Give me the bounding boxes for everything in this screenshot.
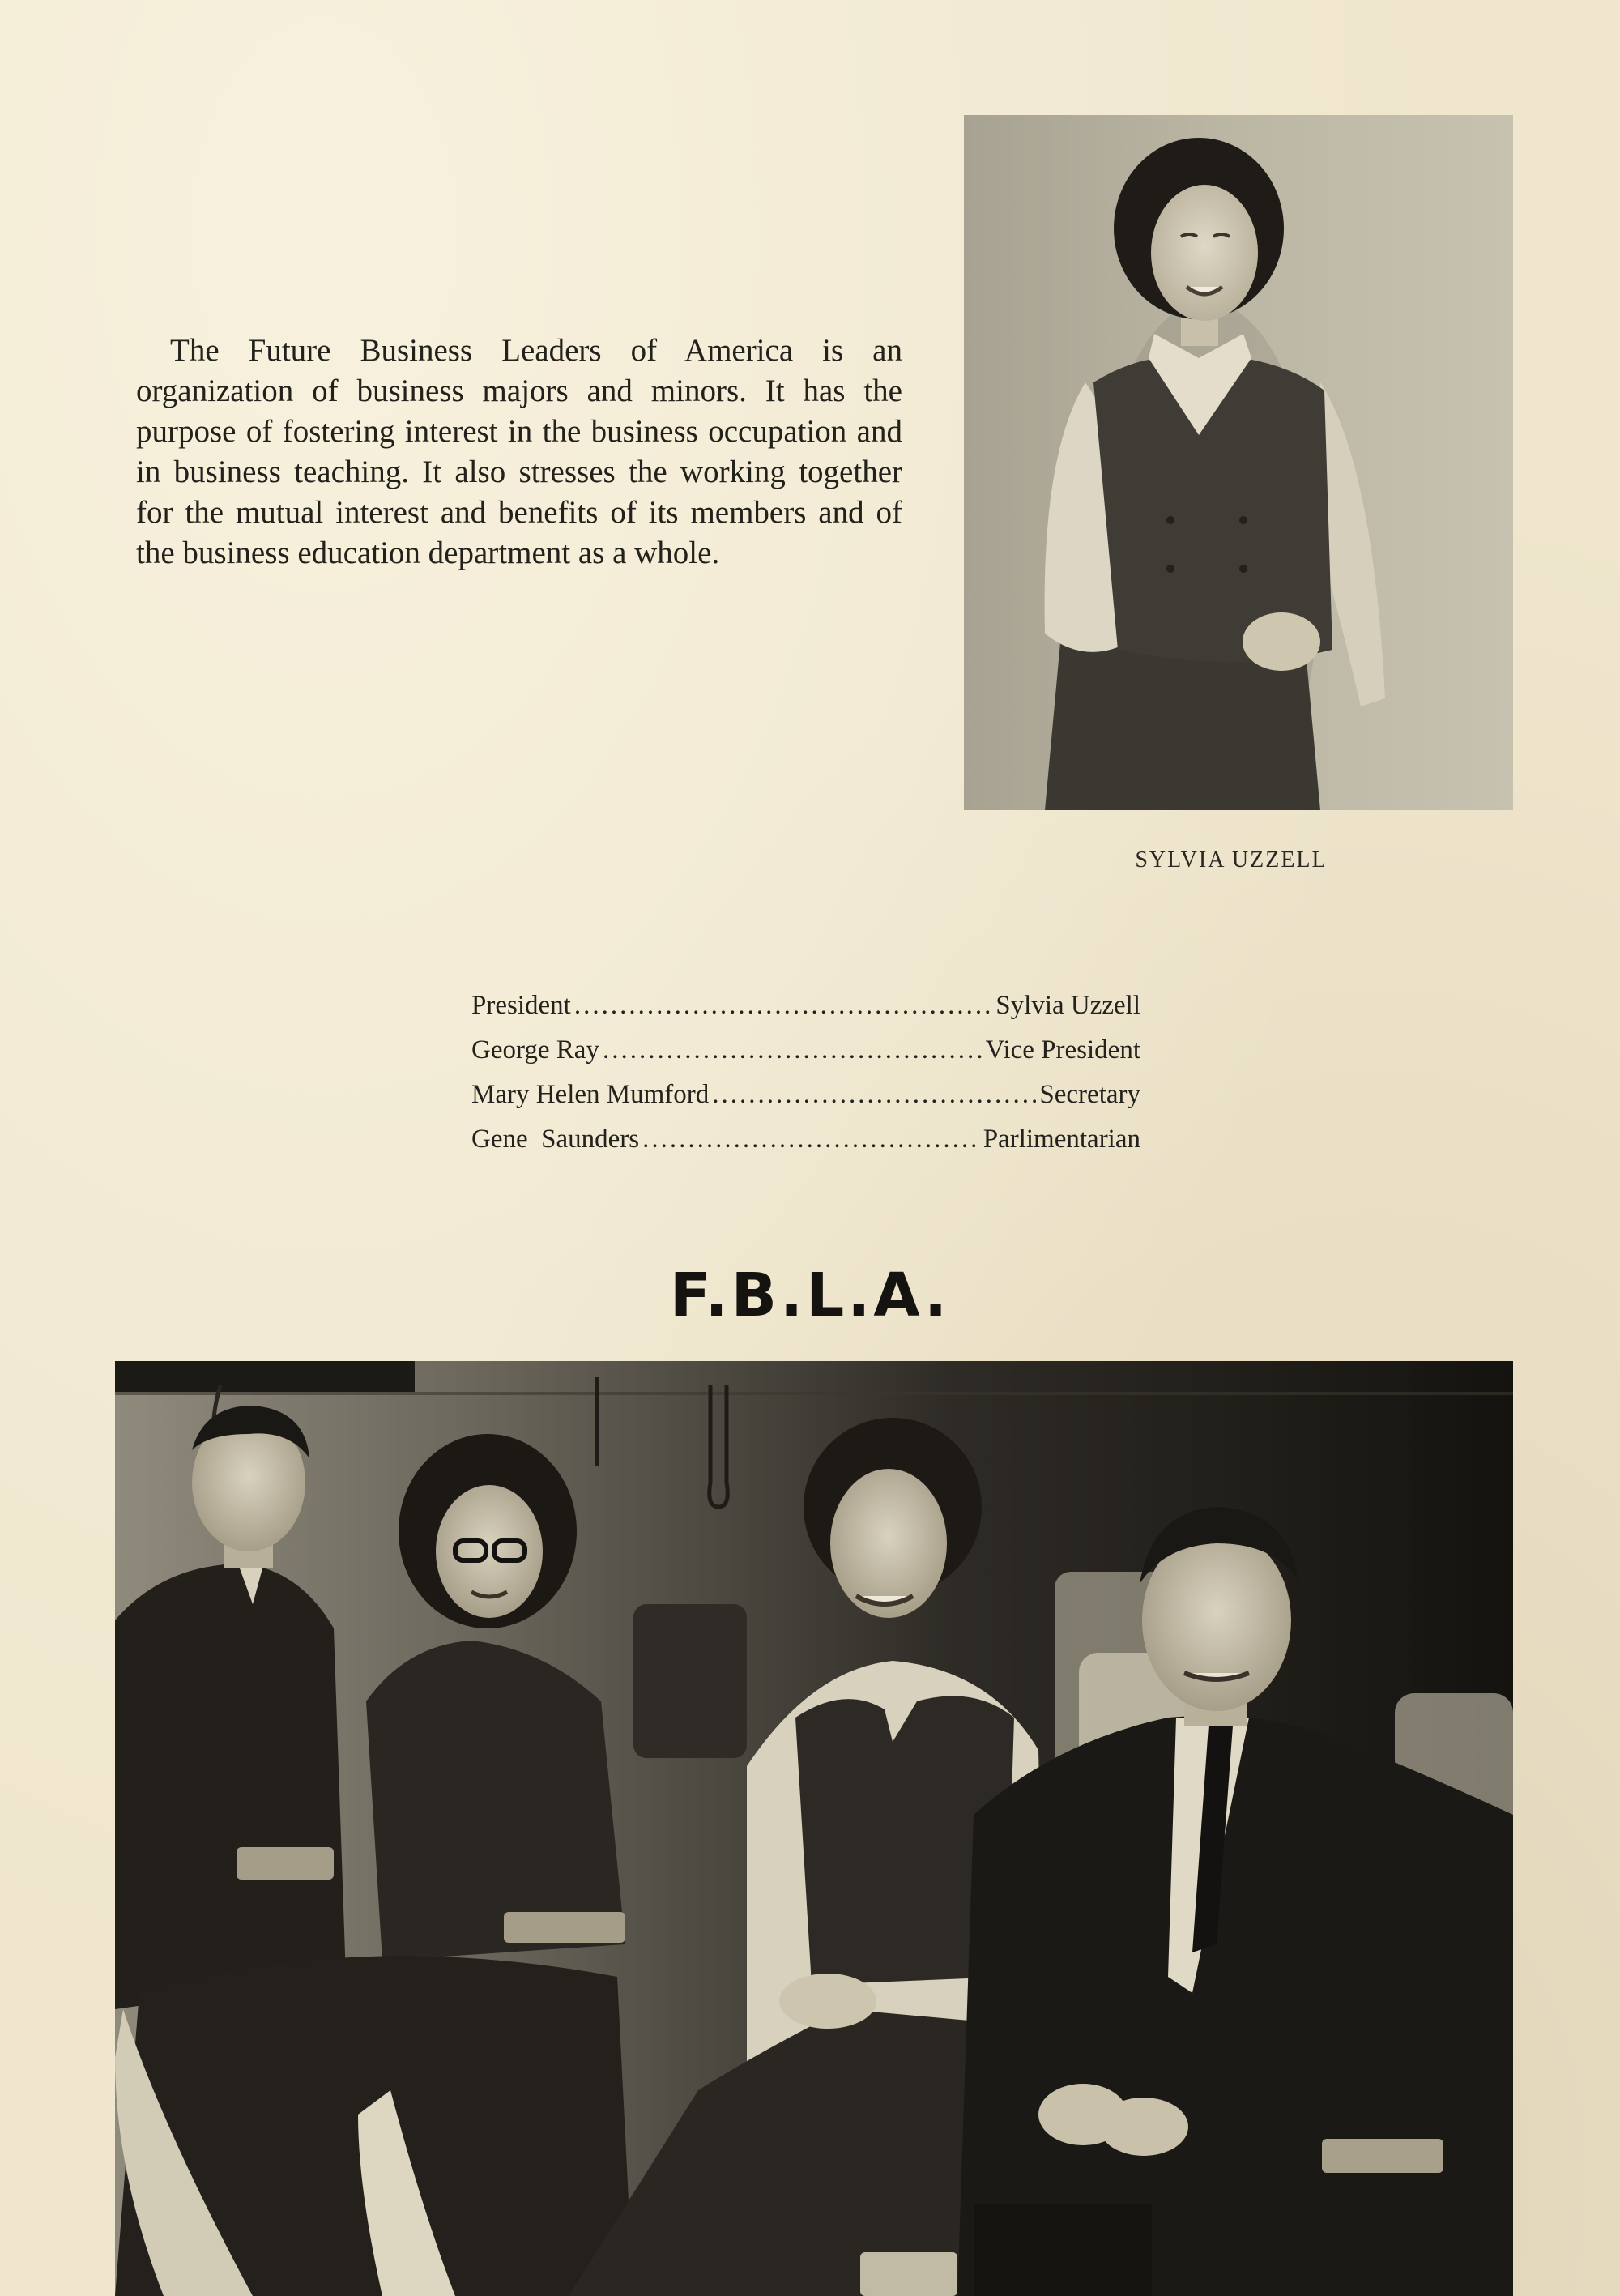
portrait-photo (964, 115, 1513, 810)
officer-right: Secretary (1039, 1080, 1140, 1109)
officers-list (471, 984, 1140, 1162)
officer-row (471, 1028, 1140, 1073)
officer-row (471, 1073, 1140, 1117)
leader-dots (642, 1117, 980, 1162)
officer-right: Parlimentarian (983, 1125, 1140, 1154)
page-heading: F.B.L.A. (669, 1261, 951, 1330)
officer-row (471, 984, 1140, 1028)
officer-right: Vice President (985, 1035, 1140, 1065)
leader-dots (712, 1073, 1036, 1117)
officer-left: George Ray (471, 1035, 599, 1065)
group-photo (115, 1361, 1513, 2296)
officer-right: Sylvia Uzzell (995, 991, 1140, 1020)
officer-row (471, 1117, 1140, 1162)
officer-left: President (471, 991, 571, 1020)
officer-left: Mary Helen Mumford (471, 1080, 710, 1109)
leader-dots (574, 984, 992, 1028)
portrait-caption: SYLVIA UZZELL (1135, 847, 1328, 873)
officer-left: Gene Saunders (471, 1125, 640, 1154)
leader-dots (603, 1028, 983, 1073)
intro-paragraph: The Future Business Leaders of America is an organization of business majors and minors. It has the purpose of fostering interest in the business occupation and in business teaching. It also stresses the working together for the mutual interest and benefits of its members and of the business education department as a whole. (136, 333, 902, 570)
